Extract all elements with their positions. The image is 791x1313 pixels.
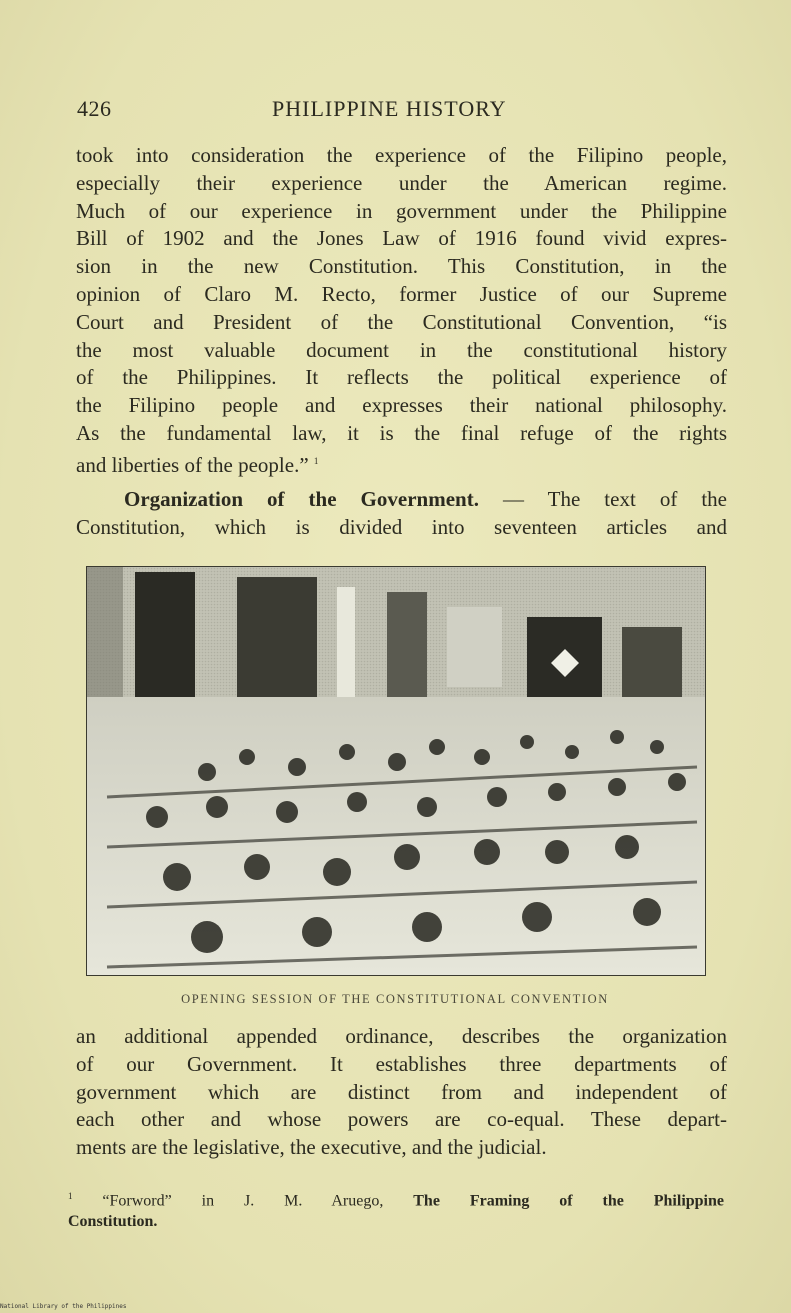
text-line: of the Philippines. It reflects the political experience of [76,365,727,390]
footnote-line [68,1186,724,1211]
page-number: 426 [77,96,112,121]
paragraph-2 [76,486,727,542]
text-line: government which are distinct from and independent of [76,1079,727,1104]
running-title: PHILIPPINE HISTORY [272,96,507,121]
text-line: Constitution, which is divided into seventeen articles and [76,514,727,539]
text-line: the Filipino people and expresses their national philosophy. [76,393,727,418]
library-watermark: National Library of the Philippines [0,1303,127,1310]
text-line: especially their experience under the American regime. [76,170,727,195]
text-line: Bill of 1902 and the Jones Law of 1916 found vivid expres- [76,226,727,251]
convention-photograph [86,566,706,976]
text-line: took into consideration the experience of the Filipino people, [76,143,727,167]
text-line: Much of our experience in government under the Philippine [76,198,727,223]
text-line: sion in the new Constitution. This Constitution, in the [76,254,727,279]
text-line-content: — The text of the [478,487,727,511]
footnote [68,1186,724,1232]
photo-illustration [87,567,705,975]
text-line: of our Government. It establishes three departments of [76,1051,727,1076]
text-line: the most valuable document in the constitutional history [76,337,727,362]
footnote-marker: 1 [68,1191,73,1201]
text-line: an additional appended ordinance, describes the organization [76,1024,727,1048]
text-line [76,486,727,514]
paragraph-3 [76,1023,727,1162]
footnote-line: Constitution. [68,1213,158,1231]
footnote-prefix: “Forword” in J. M. Aruego, [102,1192,414,1210]
text-line: ments are the legislative, the executive, and the judicial. [76,1135,547,1160]
text-line: opinion of Claro M. Recto, former Justice of our Supreme [76,281,727,306]
text-line-content: and liberties of the people.” [76,452,309,477]
text-line: Court and President of the Constitutional Convention, “is [76,309,727,334]
text-line: As the fundamental law, it is the final refuge of the rights [76,420,727,445]
paragraph-1 [76,142,727,480]
section-heading: Organization of the Government. [124,487,479,511]
text-line [76,448,727,480]
footnote-reference[interactable]: 1 [313,455,319,466]
page-header [77,96,727,126]
footnote-title: The Framing of the Philippine [413,1192,724,1210]
figure-caption: OPENING SESSION OF THE CONSTITUTIONAL CONVENTION [181,992,609,1006]
text-line: each other and whose powers are co-equal. These depart- [76,1107,727,1132]
